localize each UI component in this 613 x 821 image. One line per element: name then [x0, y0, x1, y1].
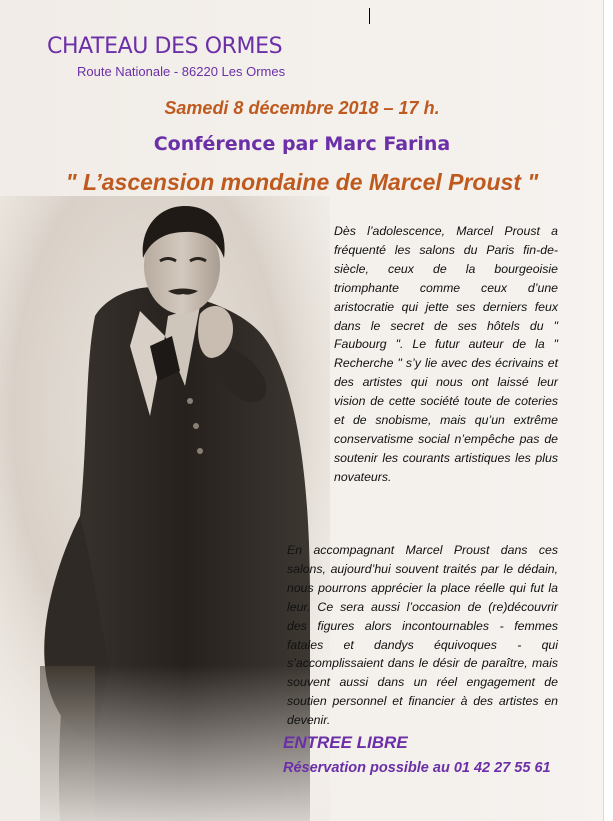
venue-address: Route Nationale - 86220 Les Ormes — [77, 64, 286, 79]
free-entry-notice: ENTREE LIBRE — [283, 733, 408, 752]
lecture-title: " L’ascension mondaine de Marcel Proust " — [65, 169, 539, 195]
page-edge — [603, 0, 613, 821]
event-date: Samedi 8 décembre 2018 – 17 h. — [164, 98, 440, 118]
text-cursor-mark — [369, 8, 370, 24]
venue-name: CHATEAU DES ORMES — [47, 34, 283, 59]
proust-portrait-photo — [0, 196, 330, 821]
lecture-speaker: Conférence par Marc Farina — [153, 133, 451, 155]
second-paragraph: En accompagnant Marcel Proust dans ces salons, aujourd’hui souvent traités par le dédain, nous pourrons apprécier la place réelle qui fut la leur. Ce sera aussi l’occasion de (re)découvrir des figures alors incontournables - femmes fatales et dandys équivoques - qui s’accomplissaient dans le désir de paraître, mais souvent aussi dans un réel engagement de soutien personnel et financier à des artistes en devenir. — [287, 543, 558, 728]
reservation-phone: Réservation possible au 01 42 27 55 61 — [283, 760, 551, 776]
intro-paragraph: Dès l’adolescence, Marcel Proust a fréquenté les salons du Paris fin-de-siècle, ceux de la bourgeoisie triomphante comme ceux d’une aristocratie qui jette ses derniers feux dans le secret de ses hôtels du " Faubourg ". Le futur auteur de la " Recherche " s’y lie avec des écrivains et des artistes qui nous ont laissé leur vision de cette société toute de coteries et de snobisme, mais qu’un extrême conservatisme social n’empêche pas de soutenir les courants artistiques les plus novateurs. — [334, 224, 558, 484]
